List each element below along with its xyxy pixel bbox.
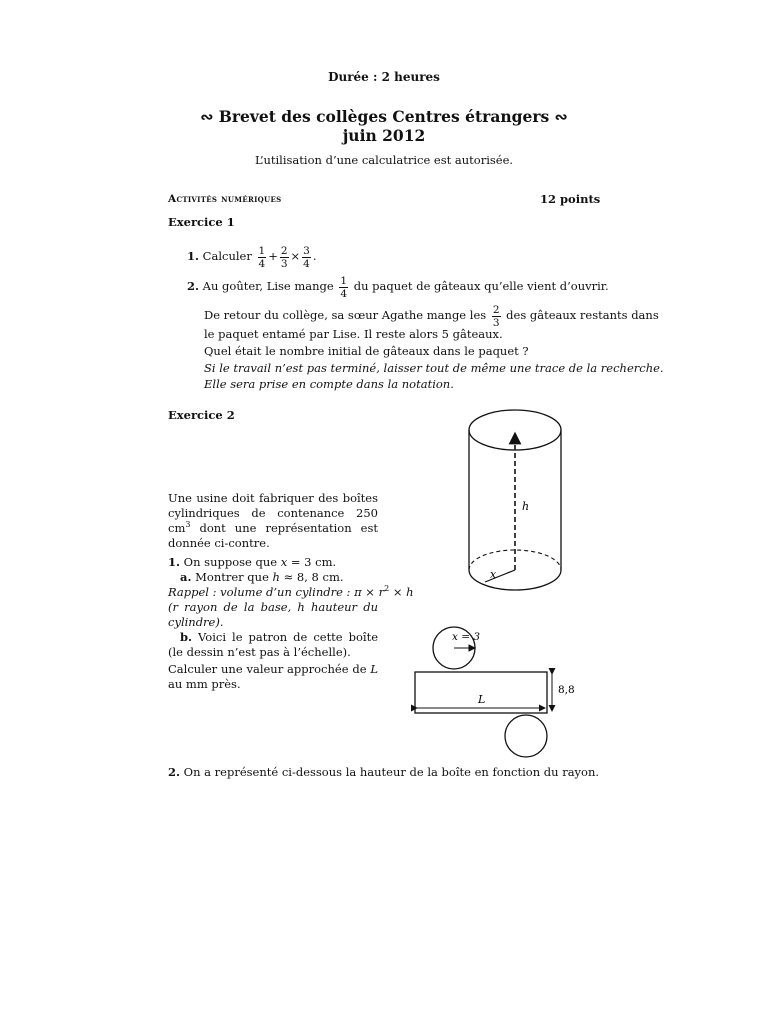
exercise2-rappel: Rappel : volume d’un cylindre : $\pi \times r^2 \times h$ [168, 584, 414, 599]
exercise2-q2: 2. On a représenté ci-dessous la hauteur de la boîte en fonction du rayon. [168, 765, 600, 779]
q2-text-c: De retour du collège, sa sœur Agathe mange les [204, 308, 487, 322]
net-x-label: x = 3 [452, 631, 481, 643]
exercise1-q2-note1: Si le travail n’est pas terminé, laisser tout de même une trace de la recherche. [204, 361, 664, 375]
net-figure [400, 615, 590, 765]
cylinder-figure [460, 400, 570, 600]
exercise2-title: Exercice 2 [168, 408, 235, 422]
q1-op-plus: + [268, 249, 278, 263]
q2-frac-1: $\frac{1}{4}$ [340, 274, 348, 300]
q2-frac-2: $\frac{2}{3}$ [492, 303, 500, 329]
exercise2-pa: a. Montrer que h ≈ 8, 8 cm. [180, 570, 344, 584]
net-height-label: 8,8 [558, 684, 575, 696]
net-bottom-circle [505, 715, 547, 757]
cylinder-bottom-front [469, 570, 561, 590]
q1-text: Calculer [202, 249, 252, 263]
section-points: 12 points [540, 192, 601, 206]
title-ornament-right: ∾ [554, 107, 568, 126]
q1-frac-3: $\frac{3}{4}$ [303, 244, 310, 270]
radius-label: x [490, 568, 497, 581]
net-L-label: L [478, 693, 486, 706]
exercise1-q2-line4: Quel était le nombre initial de gâteaux dans le paquet ? [204, 344, 529, 358]
q2-text-d: des gâteaux restants dans [506, 308, 659, 322]
duration: Durée : 2 heures [328, 70, 440, 84]
exercise1-q1 [187, 240, 317, 272]
height-label: h [522, 500, 530, 513]
exercise1-title: Exercice 1 [168, 215, 235, 229]
q1-frac-1: $\frac{1}{4}$ [258, 244, 266, 270]
exercise1-q2-line3: le paquet entamé par Lise. Il reste alors 5 gâteaux. [204, 327, 503, 341]
q2-text-a: Au goûter, Lise mange [202, 279, 334, 293]
title-line1: Brevet des collèges Centres étrangers [218, 107, 550, 126]
q1-op-times: × [290, 249, 301, 263]
q2-number: 2. [187, 279, 200, 293]
exercise2-intro: Une usine doit fabriquer des boîtes cylindriques de contenance 250 $cm^3$ dont une représentation est donnée ci-contre. [168, 491, 378, 550]
section-name: Activités numériques [168, 193, 282, 205]
q2-text-b: du paquet de gâteaux qu’elle vient d’ouvrir. [353, 279, 609, 293]
page-subtitle: juin 2012 [342, 126, 426, 145]
q1-period: . [312, 249, 317, 263]
exercise2-pb-calc: Calculer une valeur approchée de L au mm près. [168, 662, 378, 691]
calculator-note: L’utilisation d’une calculatrice est autorisée. [254, 153, 514, 167]
exercise2-p1: 1. On suppose que x = 3 cm. [168, 555, 337, 569]
exercise1-q2-line1 [187, 270, 609, 302]
cylinder-top [469, 410, 561, 450]
exercise1-q2-note2: Elle sera prise en compte dans la notation. [204, 377, 454, 391]
q1-number: 1. [187, 249, 200, 263]
title-ornament-left: ∾ [200, 107, 214, 126]
exercise2-pb: b. Voici le patron de cette boîte (le dessin n’est pas à l’échelle). [168, 630, 378, 659]
q1-frac-2: $\frac{2}{3}$ [280, 244, 288, 270]
page-title [0, 108, 768, 126]
exercise2-rappel-note: (r rayon de la base, h hauteur du cylindre). [168, 600, 378, 629]
